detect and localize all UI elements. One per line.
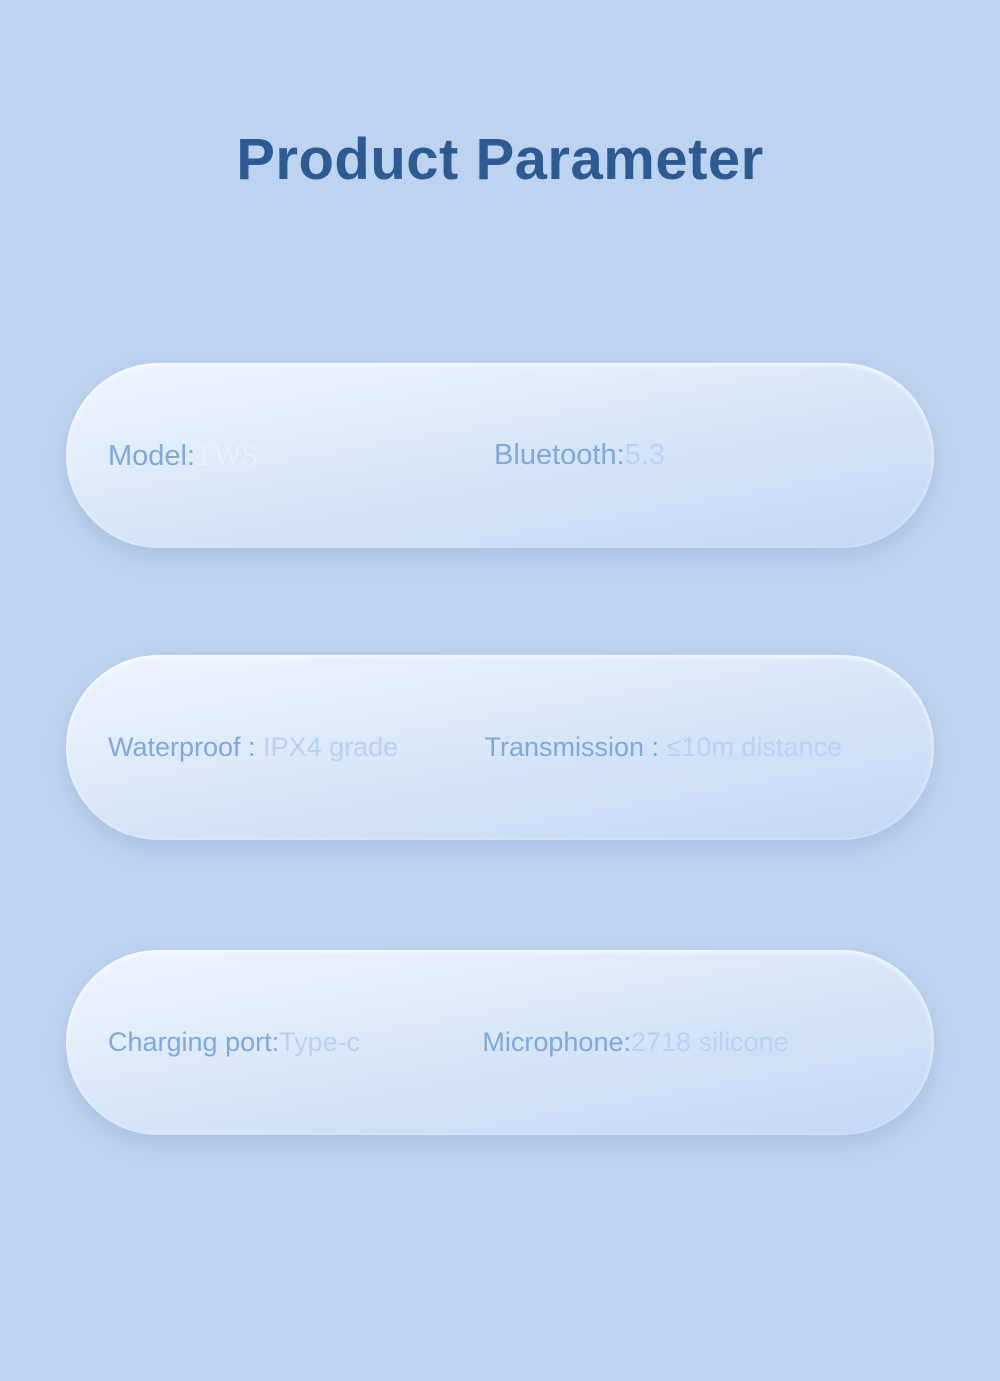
parameter-model-value: TWS xyxy=(195,438,259,472)
parameter-bluetooth xyxy=(494,437,890,473)
parameter-waterproof-label: Waterproof : xyxy=(108,731,264,762)
parameter-charging-port-value: Type-c xyxy=(279,1026,361,1057)
page-title: Product Parameter xyxy=(236,127,764,192)
parameter-row-3 xyxy=(66,950,934,1135)
parameter-transmission-value: ≤10m distance xyxy=(666,731,842,762)
parameter-transmission-label: Transmission : xyxy=(484,731,667,762)
parameter-transmission xyxy=(485,731,890,765)
parameter-model xyxy=(108,437,494,475)
parameter-bluetooth-value: 5.3 xyxy=(624,438,665,471)
parameter-microphone xyxy=(482,1026,890,1060)
parameter-waterproof-value: IPX4 grade xyxy=(263,731,399,762)
parameter-charging-port xyxy=(108,1026,482,1060)
parameter-row-1-content xyxy=(66,437,934,475)
parameter-microphone-value: 2718 silicone xyxy=(631,1026,789,1057)
parameter-row-1 xyxy=(66,363,934,548)
parameter-row-2-content xyxy=(66,731,934,765)
parameter-model-label: Model: xyxy=(108,439,196,472)
parameter-row-3-content xyxy=(66,1026,934,1060)
parameter-charging-port-label: Charging port: xyxy=(108,1026,280,1057)
parameter-row-2 xyxy=(66,655,934,840)
parameter-microphone-label: Microphone: xyxy=(482,1026,631,1057)
parameter-waterproof xyxy=(108,731,485,765)
parameter-bluetooth-label: Bluetooth: xyxy=(494,438,625,471)
